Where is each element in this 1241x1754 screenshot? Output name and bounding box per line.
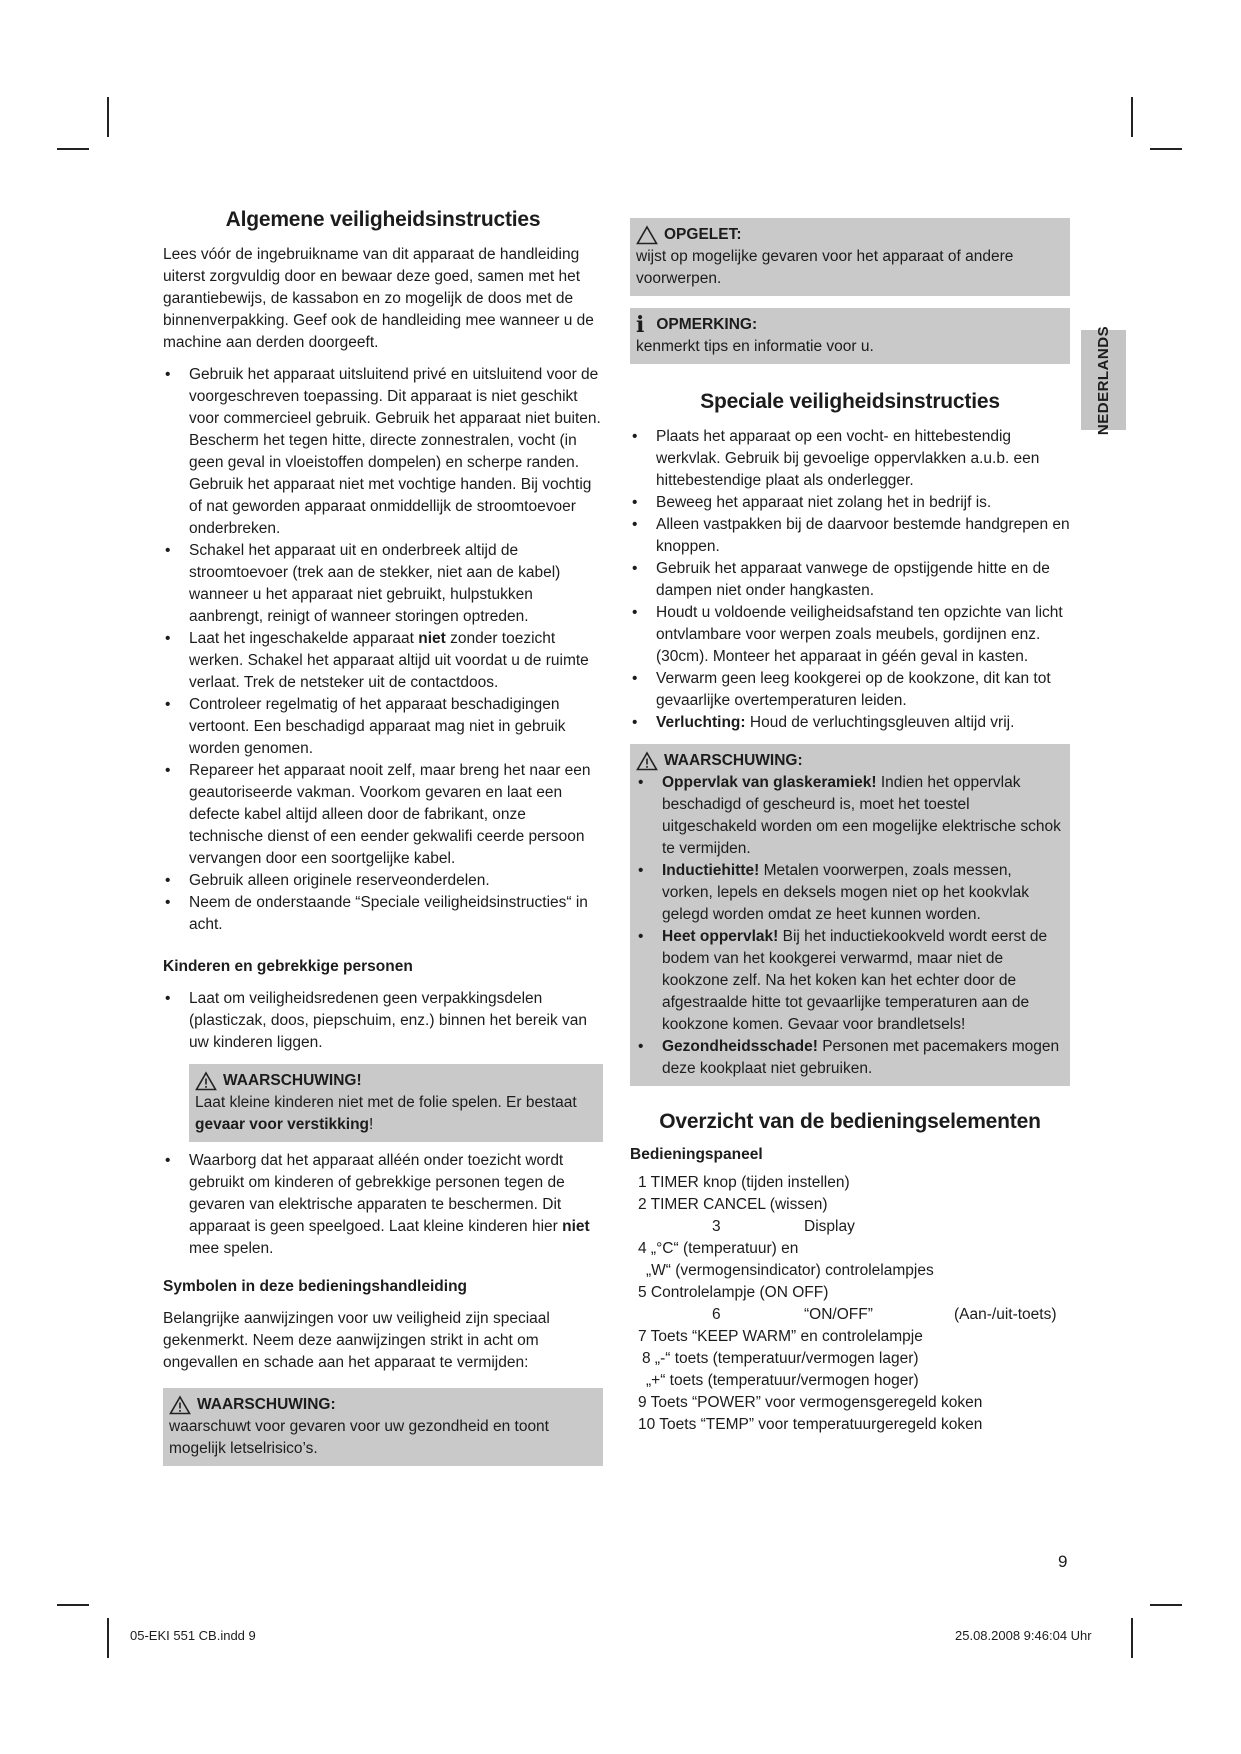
list-item: • Schakel het apparaat uit en onderbreek altijd de stroomtoevoer (trek aan de stekker, niet aan de kabel) wanneer u het apparaat niet gebruikt, hulpstukken aanbrengt, reinigt of wanneer storingen optreden.	[163, 540, 603, 628]
panel-item: 3 Display	[712, 1218, 855, 1235]
crop-mark	[57, 1604, 89, 1606]
left-column	[163, 208, 603, 1472]
crop-mark	[1131, 1618, 1133, 1658]
special-safety-title: Speciale veiligheidsinstructies	[700, 390, 1000, 413]
list-item: • Verwarm geen leeg kookgerei op de kookzone, dit kan tot gevaarlijke overtemperaturen leiden.	[630, 668, 1070, 712]
panel-heading: Bedieningspaneel	[630, 1146, 763, 1163]
opgelet-box	[630, 218, 1070, 296]
list-item: • Gebruik het apparaat uitsluitend privé en uitsluitend voor de voorgeschreven toepassing. Dit apparaat is niet geschikt voor commercieel gebruik. Gebruik het apparaat niet buiten. Bescherm het tegen hitte, directe zonnestralen, vocht (in geen geval in vloeistoffen dompelen) en scherpe randen. Gebruik het apparaat niet met vochtige handen. Bij vochtig of nat geworden apparaat onmiddellijk de stroomtoevoer onderbreken.	[163, 364, 603, 540]
list-item: • Heet oppervlak! Bij het inductiekookveld wordt eerst de bodem van het kookgerei verwarmd, maar niet de kookzone zelf. Na het koken kan het echter door de afgestraalde hitte tot gevaarlijke temperaturen aan de kookzone komen. Gevaar voor brandletsels!	[636, 926, 1062, 1036]
panel-item: „+“ toets (temperatuur/vermogen hoger)	[646, 1372, 919, 1389]
right-column	[630, 218, 1070, 1436]
panel-item: 2 TIMER CANCEL (wissen)	[638, 1196, 828, 1213]
footer-timestamp: 25.08.2008 9:46:04 Uhr	[955, 1628, 1092, 1643]
panel-item: 4 „°C“ (temperatuur) en	[638, 1240, 799, 1257]
panel-item: 7 Toets “KEEP WARM” en controlelampje	[638, 1328, 923, 1345]
opmerking-box	[630, 308, 1070, 364]
list-item: • Controleer regelmatig of het apparaat beschadigingen vertoont. Een beschadigd apparaat mag niet in gebruik worden genomen.	[163, 694, 603, 760]
list-item: • Gebruik alleen originele reserveonderdelen.	[163, 870, 603, 892]
symbols-text: Belangrijke aanwijzingen voor uw veiligheid zijn speciaal gekenmerkt. Neem deze aanwijzingen strikt in acht om ongevallen en schade aan het apparaat te vermijden:	[163, 1310, 550, 1371]
panel-item: „W“ (vermogensindicator) controlelampjes	[646, 1262, 934, 1279]
panel-item: 9 Toets “POWER” voor vermogensgeregeld koken	[638, 1394, 983, 1411]
list-item: • Oppervlak van glaskeramiek! Indien het oppervlak beschadigd of gescheurd is, moet het toestel uitgeschakeld worden om een mogelijke elektrische schok te vermijden.	[636, 772, 1062, 860]
opgelet-text: wijst op mogelijke gevaren voor het apparaat of andere voorwerpen.	[636, 248, 1014, 287]
opmerking-text: kenmerkt tips en informatie voor u.	[636, 338, 874, 355]
panel-item: 6 “ON/OFF” (Aan-/uit-toets)	[712, 1306, 1057, 1323]
warning-text: waarschuwt voor gevaren voor uw gezondheid en toont mogelijk letselrisico’s.	[169, 1418, 549, 1457]
opgelet-title: OPGELET:	[636, 224, 1062, 246]
crop-mark	[57, 148, 89, 150]
list-item: • Alleen vastpakken bij de daarvoor bestemde handgrepen en knoppen.	[630, 514, 1070, 558]
overview-title: Overzicht van de bedieningselementen	[659, 1110, 1041, 1133]
general-safety-list	[163, 364, 603, 936]
crop-mark	[1131, 97, 1133, 137]
warning-triangle-icon	[169, 1395, 191, 1415]
warning-title: WAARSCHUWING:	[169, 1394, 595, 1416]
crop-mark	[1150, 1604, 1182, 1606]
kids-list-2	[163, 1150, 603, 1260]
general-safety-title: Algemene veiligheidsinstructies	[225, 208, 541, 231]
warning-text: Laat kleine kinderen niet met de folie spelen. Er bestaat gevaar voor verstikking!	[195, 1094, 577, 1133]
panel-item: 1 TIMER knop (tijden instellen)	[638, 1174, 850, 1191]
list-item: • Neem de onderstaande “Speciale veiligheidsinstructies“ in acht.	[163, 892, 603, 936]
list-item: • Houdt u voldoende veiligheidsafstand ten opzichte van licht ontvlambare voor werpen zoals meubels, gordijnen enz. (30cm). Monteer het apparaat in géén geval in kasten.	[630, 602, 1070, 668]
symbols-heading: Symbolen in deze bedieningshandleiding	[163, 1278, 468, 1295]
special-safety-list	[630, 426, 1070, 734]
list-item: • Repareer het apparaat nooit zelf, maar breng het naar een geautoriseerde vakman. Voorkom gevaren en laat een defecte kabel altijd alleen door de fabrikant, onze technische dienst of een eender gekwalifi ceerde persoon vervangen door een soortgelijke kabel.	[163, 760, 603, 870]
warning-title: WAARSCHUWING!	[195, 1070, 595, 1092]
intro-text: Lees vóór de ingebruikname van dit apparaat de handleiding uiterst zorgvuldig door en bewaar deze goed, samen met het garantiebewijs, de kassabon en zo mogelijk de doos met de binnenverpakking. Geef ook de handleiding mee wanneer u de machine aan derden doorgeeft.	[163, 246, 594, 351]
list-item: • Gebruik het apparaat vanwege de opstijgende hitte en de dampen niet onder hangkasten.	[630, 558, 1070, 602]
list-item: • Beweeg het apparaat niet zolang het in bedrijf is.	[630, 492, 1070, 514]
warning-list	[636, 772, 1062, 1080]
crop-mark	[107, 97, 109, 137]
kids-list	[163, 988, 603, 1054]
language-tab: NEDERLANDS	[1081, 330, 1126, 430]
footer-file: 05-EKI 551 CB.indd 9	[130, 1628, 256, 1643]
induction-warning-box	[630, 744, 1070, 1086]
kids-warning-box	[189, 1064, 603, 1142]
crop-mark	[107, 1618, 109, 1658]
kids-heading: Kinderen en gebrekkige personen	[163, 958, 413, 975]
info-icon: i	[636, 312, 645, 338]
list-item: • Verluchting: Houd de verluchtingsgleuven altijd vrij.	[630, 712, 1070, 734]
panel-item: 5 Controlelampje (ON OFF)	[638, 1284, 829, 1301]
list-item: • Waarborg dat het apparaat alléén onder toezicht wordt gebruikt om kinderen of gebrekkige personen tegen de gevaren van elektrische apparaten te beschermen. Dit apparaat is geen speelgoed. Laat kleine kinderen hier niet mee spelen.	[163, 1150, 603, 1260]
symbol-warning-box	[163, 1388, 603, 1466]
warning-title: WAARSCHUWING:	[636, 750, 1062, 772]
list-item: • Gezondheidsschade! Personen met pacemakers mogen deze kookplaat niet gebruiken.	[636, 1036, 1062, 1080]
list-item: • Plaats het apparaat op een vocht- en hittebestendig werkvlak. Gebruik bij gevoelige oppervlakken a.u.b. een hittebestendige plaat als onderlegger.	[630, 426, 1070, 492]
list-item: • Laat het ingeschakelde apparaat niet zonder toezicht werken. Schakel het apparaat altijd uit voordat u de ruimte verlaat. Trek de netsteker uit de contactdoos.	[163, 628, 603, 694]
crop-mark	[1150, 148, 1182, 150]
opmerking-title: i OPMERKING:	[636, 312, 758, 338]
page-number: 9	[1058, 1552, 1068, 1571]
list-item: • Laat om veiligheidsredenen geen verpakkingsdelen (plasticzak, doos, piepschuim, enz.) binnen het bereik van uw kinderen liggen.	[163, 988, 603, 1054]
panel-item: 10 Toets “TEMP” voor temperatuurgeregeld koken	[638, 1416, 983, 1433]
warning-triangle-icon	[195, 1071, 217, 1091]
caution-triangle-icon	[636, 225, 658, 245]
list-item: • Inductiehitte! Metalen voorwerpen, zoals messen, vorken, lepels en deksels mogen niet op het kookvlak gelegd worden omdat ze heet kunnen worden.	[636, 860, 1062, 926]
control-panel-list	[638, 1172, 1070, 1436]
panel-item: 8 „-“ toets (temperatuur/vermogen lager)	[642, 1350, 919, 1367]
warning-triangle-icon	[636, 751, 658, 771]
